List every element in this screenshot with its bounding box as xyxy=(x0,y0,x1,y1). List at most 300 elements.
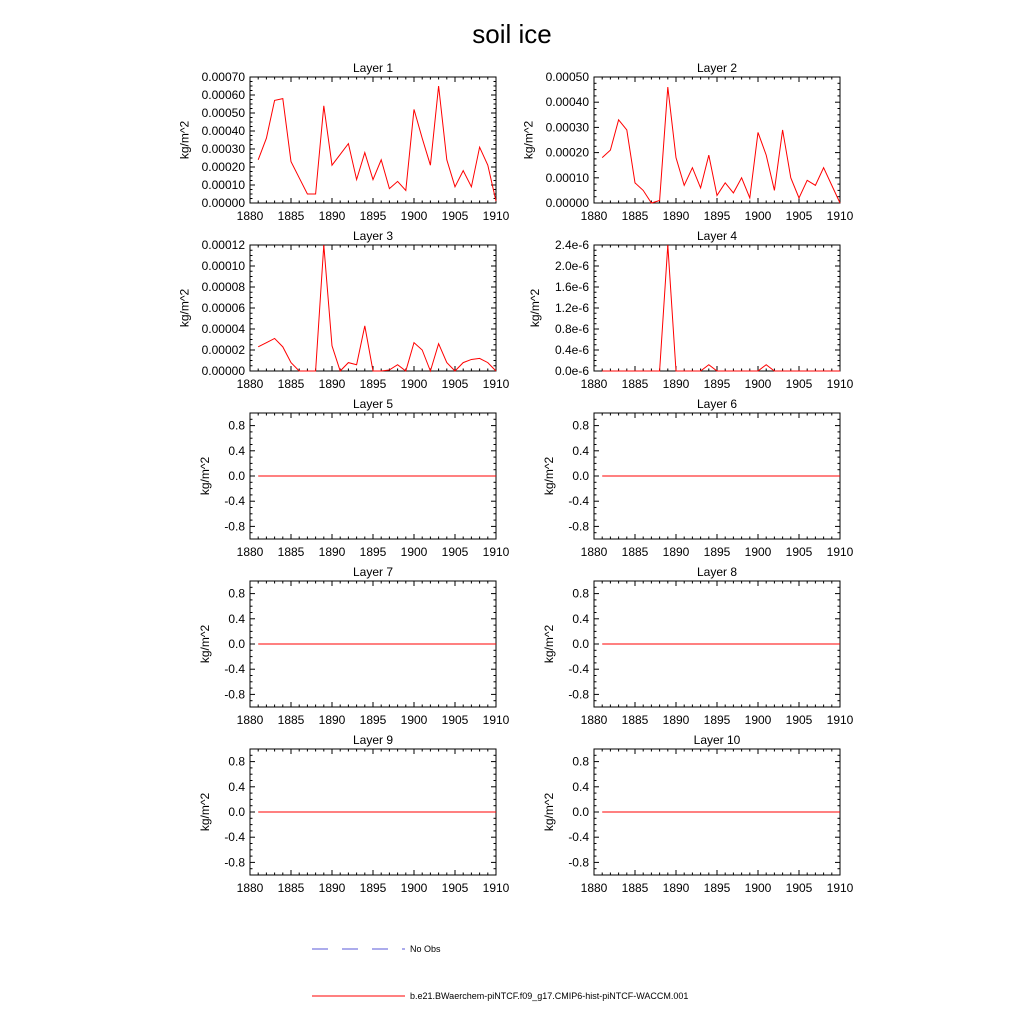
data-point xyxy=(381,371,382,372)
y-tick-label: 2.0e-6 xyxy=(554,259,589,273)
data-point xyxy=(602,644,603,645)
data-point xyxy=(348,143,349,144)
x-tick-label: 1890 xyxy=(662,209,690,223)
data-point xyxy=(414,109,415,110)
data-point xyxy=(626,371,627,372)
data-point xyxy=(766,155,767,156)
data-point xyxy=(692,167,693,168)
data-point xyxy=(700,371,701,372)
x-tick-label: 1890 xyxy=(662,545,690,559)
x-tick-label: 1890 xyxy=(662,881,690,895)
data-point xyxy=(700,187,701,188)
figure-title: soil ice xyxy=(472,19,552,49)
data-point xyxy=(840,812,841,813)
x-tick-label: 1900 xyxy=(744,209,772,223)
y-tick-label: 0.0 xyxy=(572,469,589,483)
x-tick-label: 1910 xyxy=(826,545,854,559)
x-tick-label: 1880 xyxy=(580,713,608,727)
x-tick-label: 1905 xyxy=(785,881,813,895)
x-tick-label: 1895 xyxy=(359,881,387,895)
data-point xyxy=(479,147,480,148)
y-tick-label: 0.0e-6 xyxy=(554,364,589,378)
y-tick-label: 1.6e-6 xyxy=(554,280,589,294)
x-tick-label: 1900 xyxy=(400,881,428,895)
data-point xyxy=(332,345,333,346)
data-point xyxy=(479,358,480,359)
x-tick-label: 1895 xyxy=(703,713,731,727)
y-tick-label: 0.00000 xyxy=(201,364,245,378)
data-point xyxy=(823,167,824,168)
data-point xyxy=(323,105,324,106)
data-point xyxy=(651,203,652,204)
y-tick-label: -0.4 xyxy=(224,494,245,509)
data-point xyxy=(602,476,603,477)
data-point xyxy=(676,157,677,158)
data-point xyxy=(635,182,636,183)
x-tick-label: 1880 xyxy=(580,209,608,223)
data-point xyxy=(414,342,415,343)
chart-panel-10 xyxy=(542,733,854,895)
y-axis-label: kg/m^2 xyxy=(541,624,556,664)
panel-title: Layer 6 xyxy=(696,397,738,411)
y-axis-label: kg/m^2 xyxy=(528,288,543,328)
x-tick-label: 1880 xyxy=(236,713,264,727)
data-point xyxy=(831,185,832,186)
data-point xyxy=(717,195,718,196)
data-point xyxy=(725,182,726,183)
data-point xyxy=(840,203,841,204)
data-point xyxy=(266,342,267,343)
data-point xyxy=(602,371,603,372)
data-point xyxy=(741,371,742,372)
x-tick-label: 1900 xyxy=(400,209,428,223)
panel-title: Layer 8 xyxy=(696,565,738,579)
data-point xyxy=(266,138,267,139)
data-point xyxy=(340,154,341,155)
data-point xyxy=(274,100,275,101)
data-point xyxy=(389,188,390,189)
y-tick-label: 0.0 xyxy=(572,637,589,651)
x-tick-label: 1885 xyxy=(277,209,305,223)
data-point xyxy=(840,371,841,372)
data-point xyxy=(807,371,808,372)
x-tick-label: 1900 xyxy=(744,713,772,727)
y-tick-label: -0.4 xyxy=(568,662,589,677)
data-point xyxy=(815,371,816,372)
y-tick-label: 0.00030 xyxy=(201,142,245,156)
y-tick-label: 0.0 xyxy=(572,805,589,819)
chart-panel-4 xyxy=(528,229,853,391)
data-point xyxy=(258,812,259,813)
legend-model-label: b.e21.BWaerchem-piNTCF.f09_g17.CMIP6-hist-piNTCF-WACCM.001 xyxy=(410,991,689,1001)
data-point xyxy=(405,190,406,191)
x-tick-label: 1905 xyxy=(441,377,469,391)
data-point xyxy=(307,194,308,195)
data-point xyxy=(667,245,668,246)
chart-panel-2 xyxy=(521,61,853,223)
panel-title: Layer 1 xyxy=(352,61,394,75)
data-point xyxy=(684,185,685,186)
data-point xyxy=(455,186,456,187)
data-point xyxy=(282,346,283,347)
y-tick-label: -0.4 xyxy=(568,494,589,509)
y-tick-label: 0.00004 xyxy=(201,322,245,336)
data-point xyxy=(733,192,734,193)
x-tick-label: 1910 xyxy=(482,713,510,727)
y-tick-label: -0.4 xyxy=(224,830,245,845)
data-point xyxy=(790,371,791,372)
data-point xyxy=(496,812,497,813)
data-point xyxy=(332,165,333,166)
data-point xyxy=(299,371,300,372)
x-tick-label: 1880 xyxy=(236,377,264,391)
data-point xyxy=(307,371,308,372)
data-point xyxy=(258,346,259,347)
y-tick-label: 0.00030 xyxy=(545,120,589,135)
data-point xyxy=(373,179,374,180)
panel-title: Layer 2 xyxy=(696,61,738,75)
data-point xyxy=(708,155,709,156)
data-point xyxy=(618,371,619,372)
data-point xyxy=(717,371,718,372)
data-point xyxy=(782,371,783,372)
data-point xyxy=(602,157,603,158)
y-tick-label: 0.00010 xyxy=(201,178,245,192)
x-tick-label: 1905 xyxy=(441,881,469,895)
data-point xyxy=(643,371,644,372)
data-point xyxy=(774,371,775,372)
data-point xyxy=(258,476,259,477)
data-point xyxy=(487,362,488,363)
y-tick-label: 0.00070 xyxy=(201,70,245,84)
y-tick-label: 0.4e-6 xyxy=(554,343,589,357)
data-point xyxy=(397,364,398,365)
data-point xyxy=(758,371,759,372)
y-tick-label: 0.4 xyxy=(572,611,589,626)
data-point xyxy=(823,371,824,372)
y-tick-label: 0.4 xyxy=(572,443,589,458)
data-point xyxy=(258,644,259,645)
x-tick-label: 1890 xyxy=(662,377,690,391)
panels xyxy=(177,61,853,895)
data-point xyxy=(389,369,390,370)
data-point xyxy=(676,371,677,372)
x-tick-label: 1880 xyxy=(236,209,264,223)
x-tick-label: 1905 xyxy=(785,713,813,727)
data-point xyxy=(790,177,791,178)
data-point xyxy=(422,350,423,351)
y-tick-label: -0.8 xyxy=(224,687,245,702)
x-tick-label: 1900 xyxy=(400,545,428,559)
chart-panel-1 xyxy=(177,61,509,223)
y-tick-label: 1.2e-6 xyxy=(554,301,589,315)
data-point xyxy=(496,371,497,372)
x-tick-label: 1890 xyxy=(318,881,346,895)
data-point xyxy=(446,159,447,160)
x-tick-label: 1905 xyxy=(785,545,813,559)
x-tick-label: 1880 xyxy=(580,881,608,895)
data-point xyxy=(463,170,464,171)
y-tick-label: 0.00006 xyxy=(201,301,245,315)
y-tick-label: 0.00010 xyxy=(545,170,589,185)
data-point xyxy=(782,129,783,130)
data-point xyxy=(659,200,660,201)
x-tick-label: 1890 xyxy=(318,377,346,391)
data-point xyxy=(455,371,456,372)
panel-title: Layer 3 xyxy=(352,229,394,243)
x-tick-label: 1905 xyxy=(441,545,469,559)
data-point xyxy=(422,138,423,139)
data-point xyxy=(684,371,685,372)
data-point xyxy=(282,98,283,99)
data-point xyxy=(725,371,726,372)
data-point xyxy=(602,812,603,813)
data-point xyxy=(274,338,275,339)
x-tick-label: 1895 xyxy=(703,881,731,895)
x-tick-label: 1880 xyxy=(580,377,608,391)
data-point xyxy=(610,150,611,151)
x-tick-label: 1895 xyxy=(703,545,731,559)
data-point xyxy=(733,371,734,372)
data-point xyxy=(364,152,365,153)
y-axis-label: kg/m^2 xyxy=(177,288,192,328)
legend xyxy=(312,944,688,1001)
data-point xyxy=(815,185,816,186)
data-point xyxy=(430,165,431,166)
legend-obs-label: No Obs xyxy=(410,944,441,954)
y-tick-label: 0.8 xyxy=(572,754,589,769)
x-tick-label: 1910 xyxy=(826,377,854,391)
x-tick-label: 1895 xyxy=(359,377,387,391)
y-tick-label: 0.8 xyxy=(572,418,589,433)
x-tick-label: 1900 xyxy=(744,545,772,559)
data-point xyxy=(340,371,341,372)
x-tick-label: 1890 xyxy=(318,209,346,223)
data-point xyxy=(799,197,800,198)
x-tick-label: 1885 xyxy=(277,713,305,727)
chart-panel-5 xyxy=(198,397,510,559)
plot-frame xyxy=(250,245,496,371)
data-point xyxy=(487,165,488,166)
y-tick-label: -0.4 xyxy=(568,830,589,845)
x-tick-label: 1905 xyxy=(441,209,469,223)
data-point xyxy=(840,476,841,477)
y-tick-label: 0.8 xyxy=(228,586,245,601)
chart-panel-6 xyxy=(542,397,854,559)
y-axis-label: kg/m^2 xyxy=(197,456,212,496)
data-point xyxy=(496,476,497,477)
data-point xyxy=(438,343,439,344)
data-point xyxy=(774,190,775,191)
x-tick-label: 1890 xyxy=(662,713,690,727)
y-tick-label: 0.4 xyxy=(228,611,245,626)
data-point xyxy=(356,179,357,180)
x-tick-label: 1910 xyxy=(482,377,510,391)
x-tick-label: 1900 xyxy=(400,377,428,391)
data-point xyxy=(496,201,497,202)
data-point xyxy=(766,364,767,365)
series-line xyxy=(258,245,496,371)
x-tick-label: 1890 xyxy=(318,713,346,727)
data-point xyxy=(626,129,627,130)
y-tick-label: -0.8 xyxy=(568,855,589,870)
y-tick-label: 0.8e-6 xyxy=(554,322,589,336)
y-tick-label: 0.4 xyxy=(228,443,245,458)
panel-title: Layer 9 xyxy=(352,733,394,747)
x-tick-label: 1880 xyxy=(236,881,264,895)
data-point xyxy=(708,364,709,365)
y-axis-label: kg/m^2 xyxy=(541,456,556,496)
data-point xyxy=(635,371,636,372)
x-tick-label: 1880 xyxy=(580,545,608,559)
data-point xyxy=(807,180,808,181)
x-tick-label: 1885 xyxy=(621,881,649,895)
data-point xyxy=(315,371,316,372)
plot-frame xyxy=(250,77,496,203)
data-point xyxy=(749,371,750,372)
y-axis-label: kg/m^2 xyxy=(197,624,212,664)
y-axis-label: kg/m^2 xyxy=(521,120,536,160)
data-point xyxy=(438,86,439,87)
data-point xyxy=(446,362,447,363)
y-tick-label: 0.00012 xyxy=(201,238,245,252)
y-tick-label: 0.00040 xyxy=(545,95,589,110)
y-tick-label: 0.00050 xyxy=(201,106,245,120)
y-tick-label: -0.4 xyxy=(224,662,245,677)
y-tick-label: 0.8 xyxy=(572,586,589,601)
x-tick-label: 1895 xyxy=(359,209,387,223)
panel-title: Layer 4 xyxy=(696,229,738,243)
y-tick-label: 0.00040 xyxy=(201,124,245,138)
data-point xyxy=(299,177,300,178)
y-axis-label: kg/m^2 xyxy=(541,792,556,832)
panel-title: Layer 10 xyxy=(693,733,741,747)
data-point xyxy=(496,644,497,645)
y-tick-label: 0.0 xyxy=(228,469,245,483)
y-tick-label: 0.4 xyxy=(572,779,589,794)
chart-panel-7 xyxy=(198,565,510,727)
data-point xyxy=(373,371,374,372)
x-tick-label: 1910 xyxy=(482,881,510,895)
data-point xyxy=(610,371,611,372)
data-point xyxy=(471,359,472,360)
x-tick-label: 1885 xyxy=(621,209,649,223)
x-tick-label: 1910 xyxy=(826,881,854,895)
x-tick-label: 1910 xyxy=(826,713,854,727)
chart-panel-3 xyxy=(177,229,509,391)
y-tick-label: 0.00000 xyxy=(201,196,245,210)
chart-panel-8 xyxy=(542,565,854,727)
y-axis-label: kg/m^2 xyxy=(197,792,212,832)
x-tick-label: 1900 xyxy=(744,881,772,895)
y-tick-label: 0.8 xyxy=(228,754,245,769)
data-point xyxy=(758,132,759,133)
x-tick-label: 1895 xyxy=(359,713,387,727)
y-tick-label: 0.00002 xyxy=(201,343,245,357)
data-point xyxy=(659,371,660,372)
x-tick-label: 1885 xyxy=(621,713,649,727)
x-tick-label: 1890 xyxy=(318,545,346,559)
x-tick-label: 1885 xyxy=(277,377,305,391)
plot-frame xyxy=(594,77,840,203)
y-tick-label: 0.0 xyxy=(228,637,245,651)
x-tick-label: 1900 xyxy=(400,713,428,727)
y-tick-label: 0.00020 xyxy=(201,160,245,174)
x-tick-label: 1895 xyxy=(359,545,387,559)
x-tick-label: 1910 xyxy=(826,209,854,223)
y-tick-label: -0.8 xyxy=(224,519,245,534)
y-tick-label: -0.8 xyxy=(224,855,245,870)
data-point xyxy=(471,186,472,187)
data-point xyxy=(840,644,841,645)
data-point xyxy=(749,197,750,198)
x-tick-label: 1910 xyxy=(482,209,510,223)
x-tick-label: 1895 xyxy=(703,377,731,391)
chart-panel-9 xyxy=(198,733,510,895)
data-point xyxy=(356,364,357,365)
data-point xyxy=(643,190,644,191)
plot-frame xyxy=(594,245,840,371)
x-tick-label: 1885 xyxy=(277,545,305,559)
x-tick-label: 1910 xyxy=(482,545,510,559)
data-point xyxy=(348,362,349,363)
data-point xyxy=(381,159,382,160)
panel-title: Layer 7 xyxy=(352,565,394,579)
series-line xyxy=(258,86,496,201)
data-point xyxy=(463,362,464,363)
y-tick-label: 0.00020 xyxy=(545,145,589,160)
x-tick-label: 1905 xyxy=(441,713,469,727)
y-tick-label: -0.8 xyxy=(568,687,589,702)
panel-title: Layer 5 xyxy=(352,397,394,411)
data-point xyxy=(430,371,431,372)
y-axis-label: kg/m^2 xyxy=(177,120,192,160)
data-point xyxy=(323,245,324,246)
data-point xyxy=(315,194,316,195)
data-point xyxy=(651,371,652,372)
y-tick-label: 0.00050 xyxy=(545,70,589,84)
y-tick-label: 0.4 xyxy=(228,779,245,794)
data-point xyxy=(831,371,832,372)
y-tick-label: 0.00010 xyxy=(201,259,245,273)
x-tick-label: 1905 xyxy=(785,209,813,223)
y-tick-label: -0.8 xyxy=(568,519,589,534)
x-tick-label: 1885 xyxy=(621,377,649,391)
y-tick-label: 2.4e-6 xyxy=(554,238,589,252)
x-tick-label: 1900 xyxy=(744,377,772,391)
data-point xyxy=(364,325,365,326)
x-tick-label: 1885 xyxy=(621,545,649,559)
x-tick-label: 1880 xyxy=(236,545,264,559)
data-point xyxy=(405,371,406,372)
data-point xyxy=(667,87,668,88)
y-tick-label: 0.00008 xyxy=(201,280,245,294)
x-tick-label: 1885 xyxy=(277,881,305,895)
x-tick-label: 1895 xyxy=(703,209,731,223)
data-point xyxy=(692,371,693,372)
y-tick-label: 0.0 xyxy=(228,805,245,819)
data-point xyxy=(258,159,259,160)
series-line xyxy=(602,245,840,371)
data-point xyxy=(291,362,292,363)
y-tick-label: 0.00060 xyxy=(201,88,245,102)
data-point xyxy=(397,181,398,182)
data-point xyxy=(799,371,800,372)
y-tick-label: 0.00000 xyxy=(545,196,589,210)
y-tick-label: 0.8 xyxy=(228,418,245,433)
series-line xyxy=(602,87,840,203)
data-point xyxy=(741,177,742,178)
